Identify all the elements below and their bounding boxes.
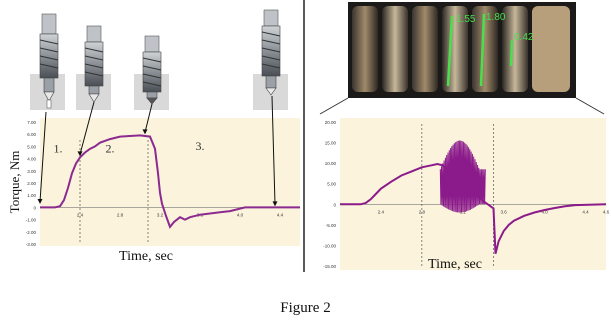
y-tick-label: 1.00	[27, 193, 36, 199]
weld-sample-7	[532, 6, 570, 92]
tool-illustration-4	[253, 10, 288, 110]
y-tick-label: -3.00	[25, 242, 36, 247]
tool-illustrations	[30, 10, 288, 110]
y-tick-label: 0	[33, 205, 36, 211]
phase-label: 3.	[195, 139, 205, 154]
right-y-tick-labels	[323, 120, 336, 269]
y-tick-label: 5.00	[327, 181, 336, 187]
y-tick-label: -5.00	[325, 222, 336, 228]
inset-label-2: 1.80	[486, 12, 506, 23]
x-tick-label: 3.2	[156, 212, 164, 218]
left-y-tick-labels	[26, 120, 37, 247]
y-tick-label: 2.00	[27, 181, 36, 186]
x-tick-label: 3.6	[196, 212, 204, 218]
x-tick-label: 2.8	[116, 212, 124, 218]
y-tick-label: 6.00	[27, 132, 36, 138]
weld-sample-1	[352, 6, 378, 92]
inset-connector-right	[576, 98, 604, 114]
tool-illustration-3	[134, 36, 169, 110]
y-tick-label: 20.00	[324, 120, 336, 125]
x-tick-label: 4.4	[276, 212, 284, 218]
inset-label-3: 0.42	[514, 32, 534, 43]
left-x-axis-label: Time, sec	[119, 249, 173, 264]
y-tick-label: 15.00	[324, 140, 336, 146]
y-tick-label: 7.00	[27, 120, 36, 125]
y-tick-label: 0	[333, 202, 336, 208]
x-tick-label: 4.0	[236, 212, 244, 218]
x-tick-label: 2.8	[418, 209, 425, 215]
weld-sample-3	[412, 6, 438, 92]
weld-sample-2	[382, 6, 408, 92]
left-panel	[7, 10, 300, 264]
x-tick-label: 4.4	[582, 209, 589, 215]
y-tick-label: 4.00	[27, 156, 36, 162]
x-tick-label: 2.4	[377, 209, 385, 215]
y-tick-label: -15.00	[323, 264, 336, 269]
right-panel	[320, 2, 610, 272]
left-y-axis-label: Torque, Nm	[7, 150, 22, 214]
right-x-axis-label: Time, sec	[428, 257, 482, 272]
x-tick-label: 2.4	[76, 212, 84, 218]
y-tick-label: 5.00	[27, 144, 36, 150]
weld-photo-inset	[348, 2, 576, 98]
phase-label: 2.	[105, 141, 115, 156]
y-tick-label: -1.00	[25, 217, 36, 223]
x-tick-label: 3.2	[459, 209, 466, 215]
figure-caption: Figure 2	[280, 300, 331, 316]
y-tick-label: -2.00	[25, 229, 36, 235]
y-tick-label: 3.00	[27, 168, 36, 174]
measure-line-3	[511, 40, 512, 66]
tool-illustration-2	[76, 26, 111, 110]
phase-label: 1.	[53, 141, 63, 156]
x-tick-label: 4.6	[602, 209, 610, 215]
y-tick-label: 10.00	[324, 161, 336, 167]
x-tick-label: 3.6	[500, 209, 507, 215]
tool-illustration-1	[30, 14, 65, 110]
x-tick-label: 4.0	[541, 209, 548, 215]
inset-connector-left	[320, 98, 348, 114]
y-tick-label: -10.00	[323, 243, 336, 249]
inset-label-1: 1.55	[456, 14, 476, 25]
weld-sample-6	[502, 6, 528, 92]
